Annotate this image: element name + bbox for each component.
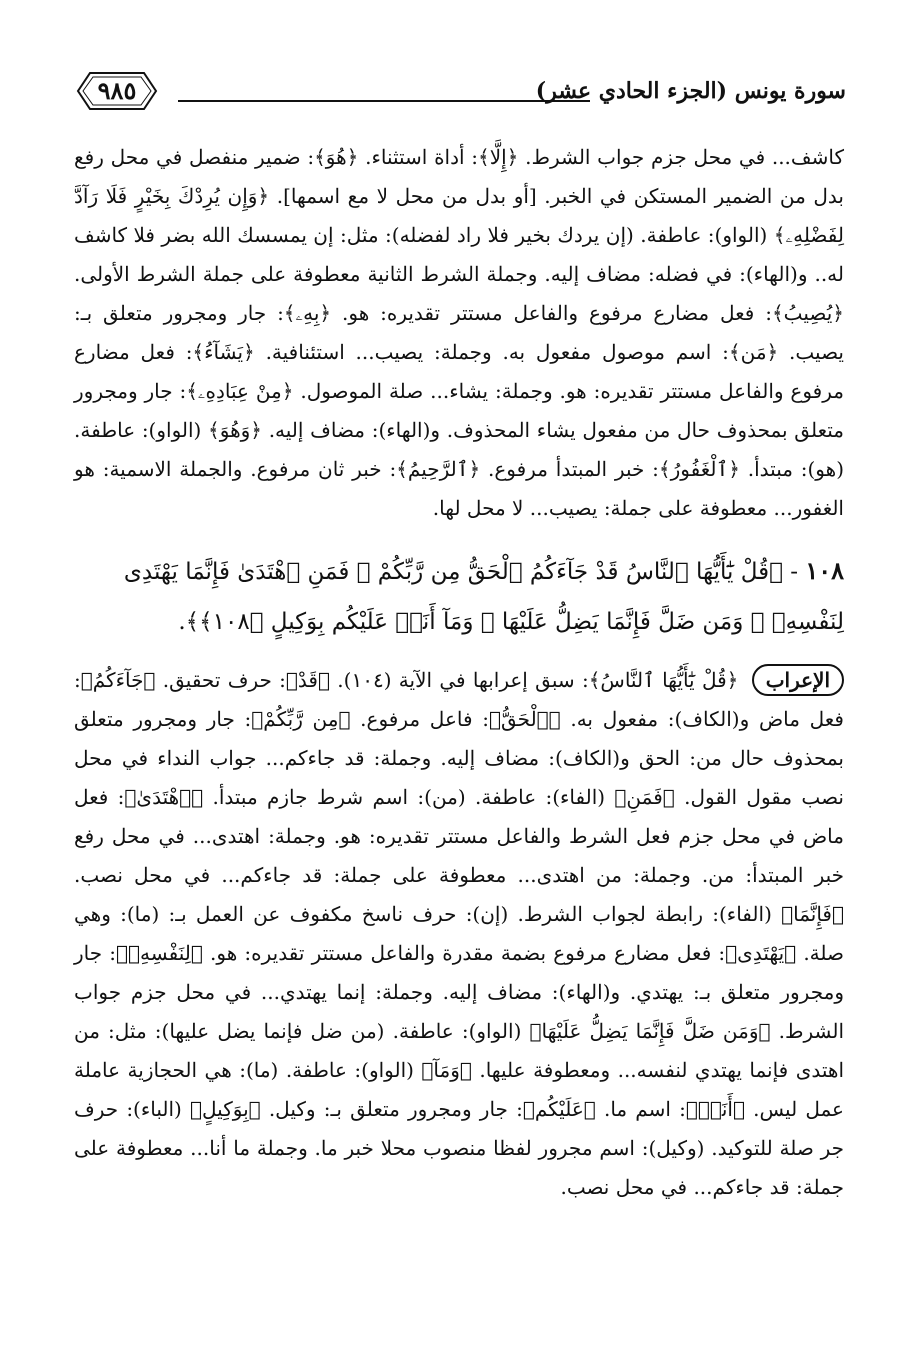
quran-verse (74, 546, 844, 647)
page-content (74, 138, 844, 1207)
page-number: ٩٨٥ (97, 76, 137, 105)
irab-section (74, 661, 844, 1207)
page-number-badge (76, 70, 158, 112)
verse-number: ١٠٨ (805, 556, 844, 585)
irab-text: ﴿قُلْ يَٰٓأَيُّهَا ٱلنَّاسُ﴾: سبق إعرابها في الآية (١٠٤). ﴿قَدْ﴾: حرف تحقيق. ﴿جَآءَكُمُ﴾: فعل ماض و(الكاف): مفعول به. ﴿ٱلْحَقُّ﴾: فاعل مرفوع. ﴿مِن رَّبِّكُمْ﴾: جار ومجرور متعلق بمحذوف حال من: الحق و(الكاف): مضاف إليه. وجملة: قد جاءكم... جواب النداء في محل نصب مقول القول. ﴿فَمَنِ﴾ (الفاء): عاطفة. (من): اسم شرط جازم مبتدأ. ﴿ٱهْتَدَىٰ﴾: فعل ماض في محل جزم فعل الشرط والفاعل مستتر تقديره: هو. وجملة: اهتدى... في محل رفع خبر المبتدأ: من. وجملة: من اهتدى... معطوفة على جملة: قد جاءكم... في محل نصب. ﴿فَإِنَّمَا﴾ (الفاء): رابطة لجواب الشرط. (إن): حرف ناسخ مكفوف عن العمل بـ: (ما): وهي صلة. ﴿يَهْتَدِى﴾: فعل مضارع مرفوع بضمة مقدرة والفاعل مستتر تقديره: هو. ﴿لِنَفْسِهِۦ﴾: جار ومجرور متعلق بـ: يهتدي. و(الهاء): مضاف إليه. وجملة: إنما يهتدي... في محل جزم جواب الشرط. ﴿وَمَن ضَلَّ فَإِنَّمَا يَضِلُّ عَلَيْهَا﴾ (الواو): عاطفة. (من ضل فإنما يضل عليها): مثل: من اهتدى فإنما يهتدي لنفسه... ومعطوفة عليها. ﴿وَمَآ﴾ (الواو): عاطفة. (ما): هي الحجازية عاملة عمل ليس. ﴿أَنَا۠﴾: اسم ما. ﴿عَلَيْكُم﴾: جار ومجرور متعلق بـ: وكيل. ﴿بِوَكِيلٍ﴾ (الباء): حرف جر صلة للتوكيد. (وكيل): اسم مجرور لفظا منصوب محلا خبر ما. وجملة ما أنا... معطوفة على جملة: قد جاءكم... في محل نصب. (74, 668, 844, 1199)
paragraph-analysis-continued: كاشف... في محل جزم جواب الشرط. ﴿إِلَّا﴾: أداة استثناء. ﴿هُوَ﴾: ضمير منفصل في محل رفع بدل من الضمير المستكن في الخبر. [أو بدل من محل لا مع اسمها]. ﴿وَإِن يُرِدْكَ بِخَيْرٍ فَلَا رَآدَّ لِفَضْلِهِۦ﴾ (الواو): عاطفة. (إن يردك بخير فلا راد لفضله): مثل: إن يمسسك الله بضر فلا كاشف له.. و(الهاء): في فضله: مضاف إليه. وجملة الشرط الثانية معطوفة على جملة الشرط الأولى. ﴿يُصِيبُ﴾: فعل مضارع مرفوع والفاعل مستتر تقديره: هو. ﴿بِهِۦ﴾: جار ومجرور متعلق بـ: يصيب. ﴿مَن﴾: اسم موصول مفعول به. وجملة: يصيب... استئنافية. ﴿يَشَآءُ﴾: فعل مضارع مرفوع والفاعل مستتر تقديره: هو. وجملة: يشاء... صلة الموصول. ﴿مِنْ عِبَادِهِۦ﴾: جار ومجرور متعلق بمحذوف حال من مفعول يشاء المحذوف. و(الهاء): مضاف إليه. ﴿وَهُوَ﴾ (الواو): عاطفة. (هو): مبتدأ. ﴿ٱلْغَفُورُ﴾: خبر المبتدأ مرفوع. ﴿ٱلرَّحِيمُ﴾: خبر ثان مرفوع. والجملة الاسمية: هو الغفور... معطوفة على جملة: يصيب... لا محل لها. (74, 145, 844, 520)
irab-heading: الإعراب (752, 664, 844, 696)
page-header (74, 62, 846, 126)
verse-text: - ﴿قُلْ يَٰٓأَيُّهَا ٱلنَّاسُ قَدْ جَآءَكُمُ ٱلْحَقُّ مِن رَّبِّكُمْ ۖ فَمَنِ ٱهْتَدَىٰ فَإِنَّمَا يَهْتَدِى لِنَفْسِهِۦ ۖ وَمَن ضَلَّ فَإِنَّمَا يَضِلُّ عَلَيْهَا ۖ وَمَآ أَنَا۠ عَلَيْكُم بِوَكِيلٍ ﴿١٠٨﴾﴾. (123, 559, 844, 635)
running-title: سورة يونس (الجزء الحادي عشر) (535, 78, 846, 104)
header-rule (178, 100, 590, 102)
